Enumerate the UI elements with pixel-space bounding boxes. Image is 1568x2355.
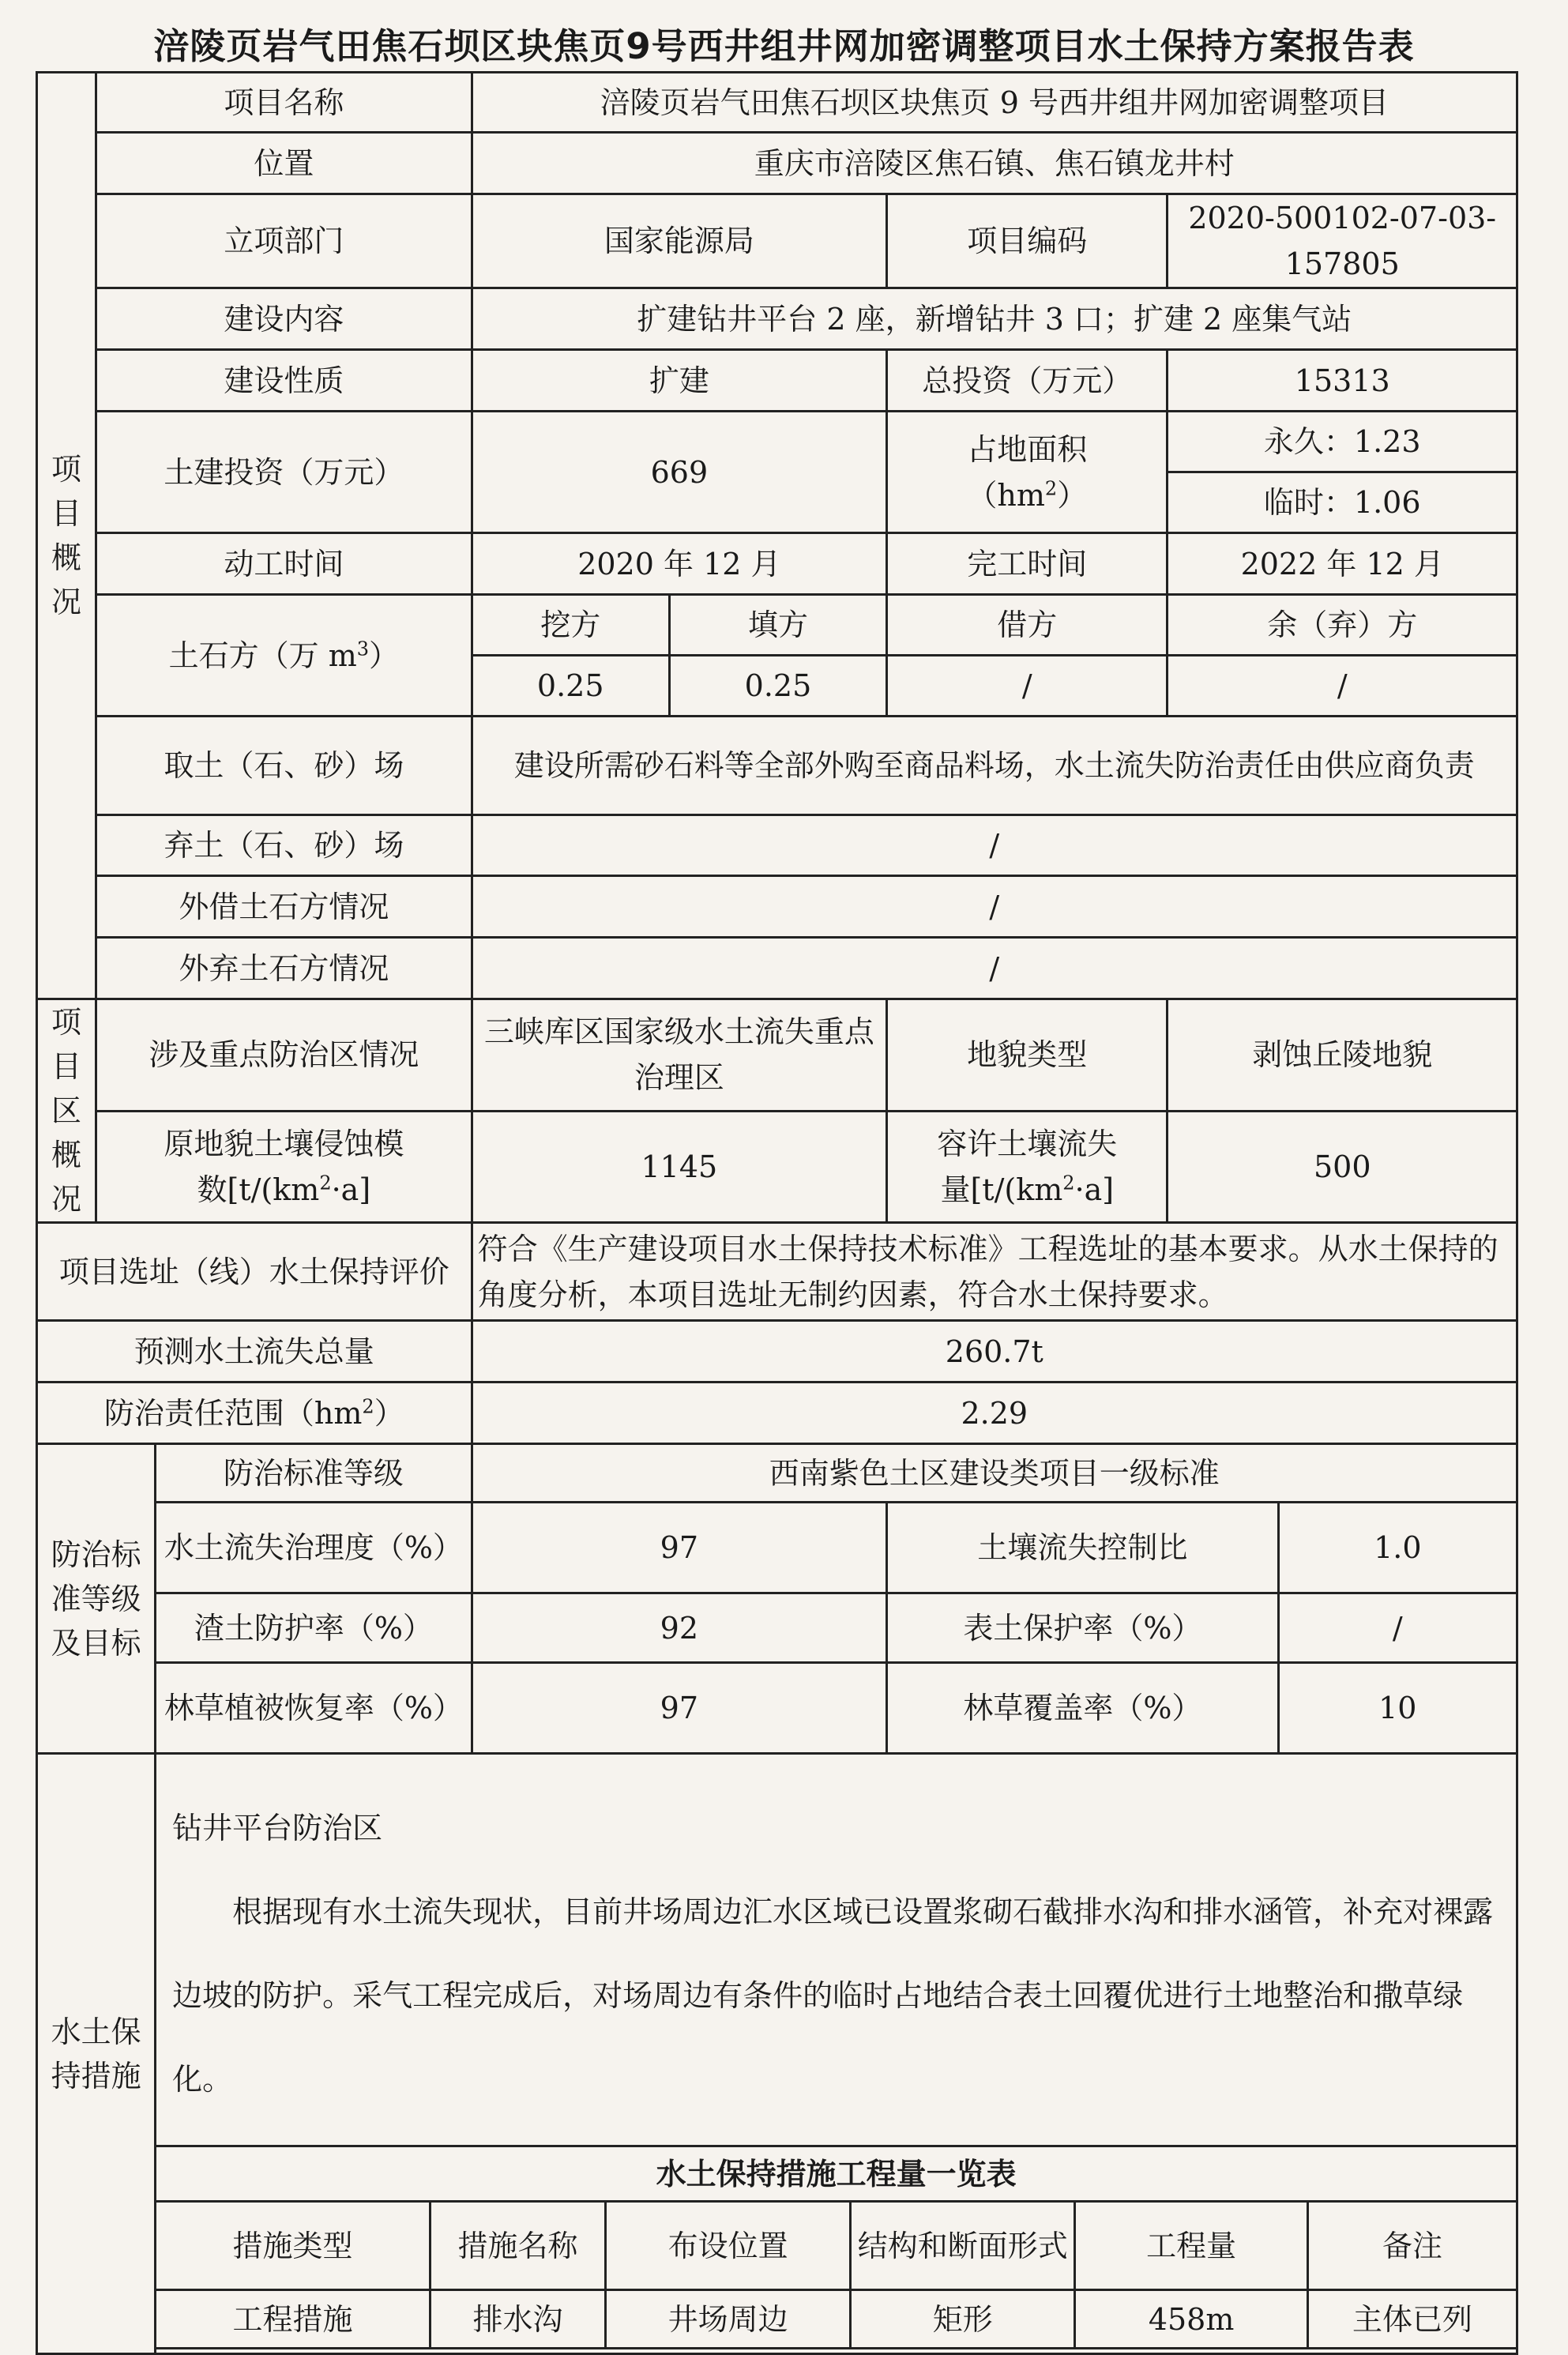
fill-value: 0.25 [669,656,886,717]
section-overview: 项目概况 [37,73,96,999]
topsoil-label: 表土保护率（%） [887,1593,1279,1663]
fill-label: 填方 [669,595,886,656]
dept-value: 国家能源局 [472,194,887,288]
measures-description [156,1755,1516,2145]
scope-value: 2.29 [472,1383,1517,1444]
earthwork-label: 土石方（万 $m^3$） [96,595,472,717]
measures-header-note: 备注 [1307,2202,1516,2290]
erosion-label: 原地貌土壤侵蚀模 数[$t/(km^2\cdot a]$ [96,1111,472,1223]
permanent-area: 永久：1.23 [1168,412,1517,472]
civil-invest-value: 669 [472,412,887,533]
ext-spoil-value: / [472,938,1517,999]
start-label: 动工时间 [96,533,472,595]
grade-value: 西南紫色土区建设类项目一级标准 [472,1444,1517,1503]
measures-zone: 钻井平台防治区 [172,1811,383,1845]
borrow-label: 借方 [887,595,1168,656]
location-value: 重庆市涪陵区焦石镇、焦石镇龙井村 [472,133,1517,194]
document-title: 涪陵页岩气田焦石坝区块焦页9号西井组井网加密调整项目水土保持方案报告表 [153,25,1415,67]
cut-value: 0.25 [472,656,669,717]
site-eval-value: 符合《生产建设项目水土保持技术标准》工程选址的基本要求。从水土保持的角度分析，本项目选址无制约因素，符合水土保持要求。 [472,1223,1517,1321]
measure-note: 主体已列 [1307,2290,1516,2349]
land-area-label: 占地面积 $(hm^2)$ [887,412,1168,533]
temporary-area: 临时：1.06 [1168,472,1517,533]
project-name-value: 涪陵页岩气田焦石坝区块焦页 9 号西井组井网加密调整项目 [472,73,1517,133]
grade-label: 防治标准等级 [156,1444,472,1503]
content-label: 建设内容 [96,288,472,350]
erosion-value: 1145 [472,1111,887,1223]
measure-quantity: 458m [1075,2290,1308,2349]
report-table [36,71,1518,2355]
measures-table-title: 水土保持措施工程量一览表 [156,2146,1516,2202]
measure-structure: 矩形 [851,2290,1075,2349]
section-measures: 水土保持措施 [37,1754,156,2354]
spoil-site-value: / [472,815,1517,876]
project-name-label: 项目名称 [96,73,472,133]
topsoil-value: / [1278,1593,1517,1663]
control-label: 土壤流失控制比 [887,1503,1279,1593]
measures-header-name: 措施名称 [430,2202,605,2290]
key-zone-value: 三峡库区国家级水土流失重点治理区 [472,999,887,1112]
scope-label: 防治责任范围$(hm^2)$ [37,1383,472,1444]
measures-cell [156,1754,1517,2354]
measures-header-structure: 结构和断面形式 [851,2202,1075,2290]
spoil-value: / [1168,656,1517,717]
allow-loss-label: 容许土壤流失 量[$t/(km^2\cdot a]$ [887,1111,1168,1223]
veg-restore-label: 林草植被恢复率（%） [156,1663,472,1754]
end-value: 2022 年 12 月 [1168,533,1517,595]
civil-invest-label: 土建投资（万元） [96,412,472,533]
total-invest-value: 15313 [1168,350,1517,412]
slag-value: 92 [472,1593,887,1663]
end-label: 完工时间 [887,533,1168,595]
measure-name: 排水沟 [430,2290,605,2349]
measures-header-location: 布设位置 [606,2202,851,2290]
ext-spoil-label: 外弃土石方情况 [96,938,472,999]
loss-total-value: 260.7t [472,1321,1517,1383]
treat-label: 水土流失治理度（%） [156,1503,472,1593]
borrow-site-label: 取土（石、砂）场 [96,717,472,815]
landform-label: 地貌类型 [887,999,1168,1112]
section-area: 项目区概况 [37,999,96,1223]
code-label: 项目编码 [887,194,1168,288]
measures-header-quantity: 工程量 [1075,2202,1308,2290]
borrow-value: / [887,656,1168,717]
start-value: 2020 年 12 月 [472,533,887,595]
total-invest-label: 总投资（万元） [887,350,1168,412]
content-value: 扩建钻井平台 2 座，新增钻井 3 口；扩建 2 座集气站 [472,288,1517,350]
measures-header-type: 措施类型 [156,2202,430,2290]
treat-value: 97 [472,1503,887,1593]
table-row [156,2290,1516,2349]
key-zone-label: 涉及重点防治区情况 [96,999,472,1112]
veg-cover-value: 10 [1278,1663,1517,1754]
cut-label: 挖方 [472,595,669,656]
location-label: 位置 [96,133,472,194]
allow-loss-value: 500 [1168,1111,1517,1223]
veg-restore-value: 97 [472,1663,887,1754]
dept-label: 立项部门 [96,194,472,288]
section-standard: 防治标准等级及目标 [37,1444,156,1754]
site-eval-label: 项目选址（线）水土保持评价 [37,1223,472,1321]
measures-desc: 根据现有水土流失现状，目前井场周边汇水区域已设置浆砌石截排水沟和排水涵管，补充对裸露边坡的防护。采气工程完成后，对场周边有条件的临时占地结合表土回覆优进行土地整治和撒草绿化。 [172,1894,1494,2097]
borrow-site-value: 建设所需砂石料等全部外购至商品料场，水土流失防治责任由供应商负责 [472,717,1517,815]
slag-label: 渣土防护率（%） [156,1593,472,1663]
control-value: 1.0 [1278,1503,1517,1593]
code-value: 2020-500102-07-03-157805 [1168,194,1517,288]
ext-borrow-label: 外借土石方情况 [96,876,472,938]
measure-location: 井场周边 [606,2290,851,2349]
nature-label: 建设性质 [96,350,472,412]
spoil-label: 余（弃）方 [1168,595,1517,656]
landform-value: 剥蚀丘陵地貌 [1168,999,1517,1112]
veg-cover-label: 林草覆盖率（%） [887,1663,1279,1754]
loss-total-label: 预测水土流失总量 [37,1321,472,1383]
measure-type: 工程措施 [156,2290,430,2349]
spoil-site-label: 弃土（石、砂）场 [96,815,472,876]
measures-table [156,2145,1516,2349]
ext-borrow-value: / [472,876,1517,938]
nature-value: 扩建 [472,350,887,412]
